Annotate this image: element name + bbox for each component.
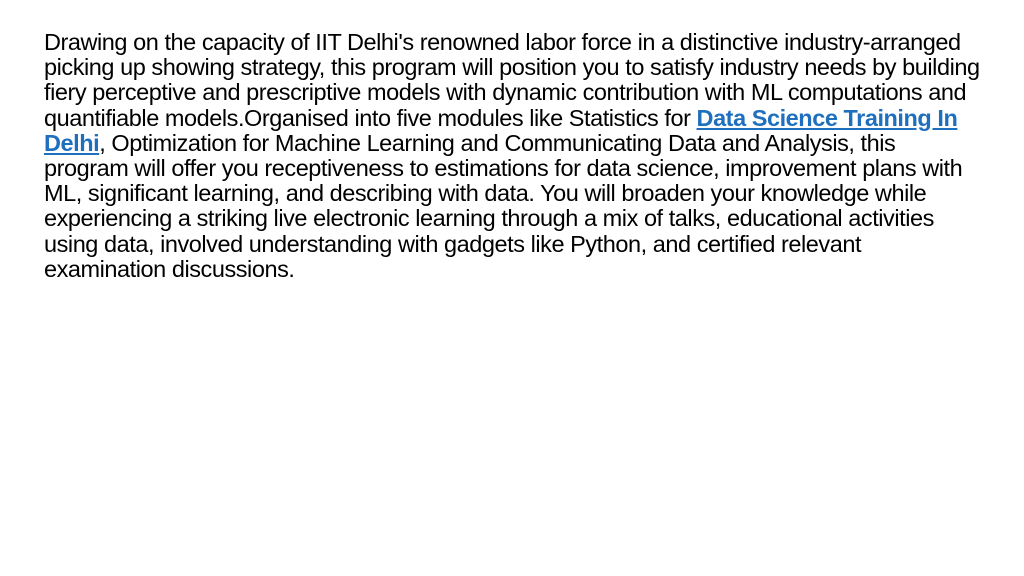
- data-science-training-link[interactable]: Data Science Training In Delhi: [44, 104, 958, 156]
- paragraph-text-after-link: , Optimization for Machine Learning and Communicating Data and Analysis, this program will offer you receptiveness to estimations for data science, improvement plans with ML, significant learning, and describing with data. You will broaden your knowledge while experiencing a striking live electronic learning through a mix of talks, educational activities using data, involved understanding with gadgets like Python, and certified relevant examination discussions.: [44, 129, 963, 282]
- paragraph-text-before-link: Drawing on the capacity of IIT Delhi's renowned labor force in a distinctive industry-arranged picking up showing strategy, this program will position you to satisfy industry needs by building fiery perceptive and prescriptive models with dynamic contribution with ML computations and quantifiable models.Organised into five modules like Statistics for: [44, 29, 980, 131]
- body-paragraph: [44, 30, 984, 282]
